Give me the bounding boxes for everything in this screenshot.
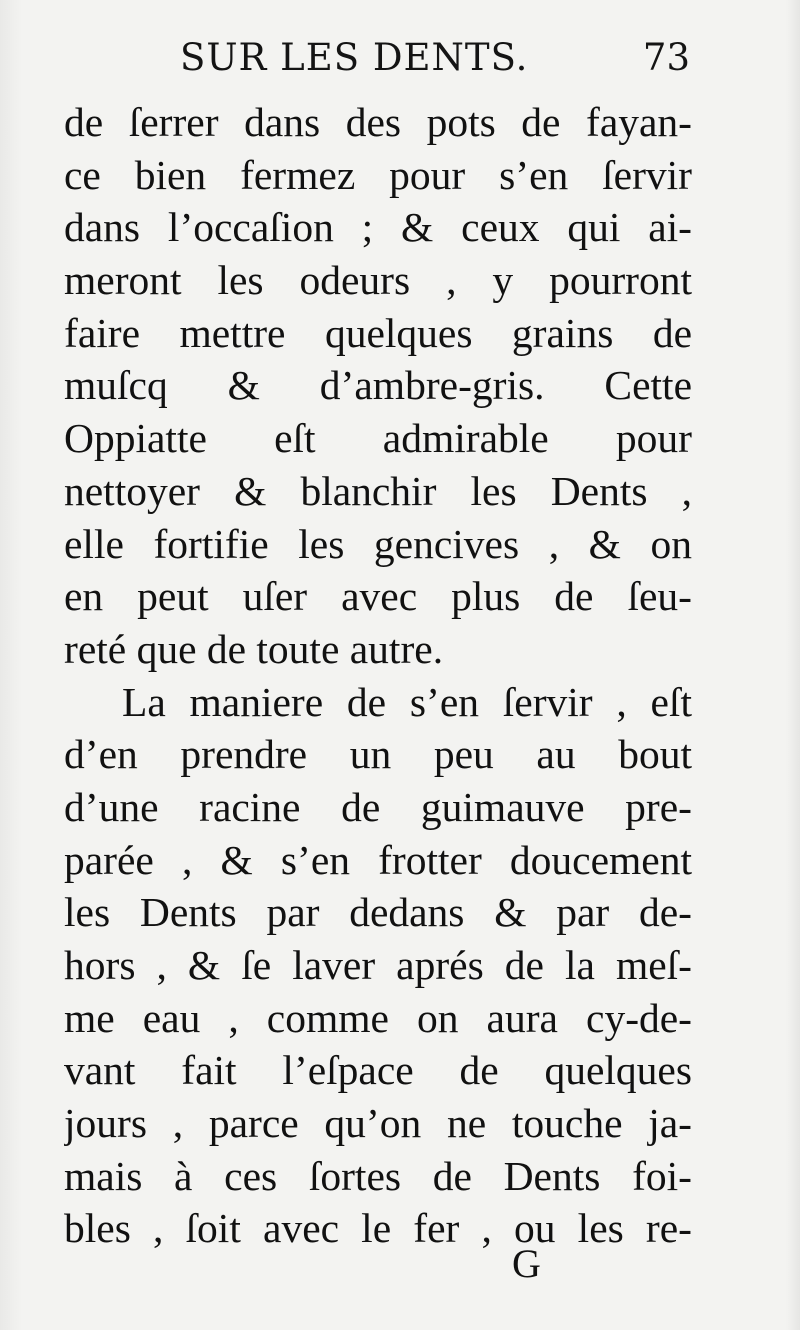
signature-mark: G — [512, 1241, 541, 1286]
text-line: La maniere de s’en ſervir , eſt — [122, 678, 692, 725]
text-line: muſcq & d’ambre-gris. Cette — [64, 362, 692, 409]
text-line: nettoyer & blanchir les Dents , — [64, 467, 692, 514]
text-line: parée , & s’en frotter doucement — [64, 836, 692, 883]
text-line: les Dents par dedans & par de- — [64, 889, 692, 936]
text-line: me eau , comme on aura cy-de- — [64, 994, 692, 1041]
body-text — [64, 96, 692, 1255]
running-head-title: SUR LES DENTS. — [180, 36, 529, 79]
text-line: dans l’occaſion ; & ceux qui ai- — [64, 204, 692, 251]
text-line: d’en prendre un peu au bout — [64, 731, 692, 778]
text-line: elle fortifie les gencives , & on — [64, 520, 692, 567]
text-line: bles , ſoit avec le fer , ou les re- — [64, 1205, 692, 1252]
text-line: mais à ces ſortes de Dents foi- — [64, 1152, 692, 1199]
text-line: meront les odeurs , y pourront — [64, 257, 692, 304]
text-line: vant fait l’eſpace de quelques — [64, 1047, 692, 1094]
text-line: faire mettre quelques grains de — [64, 309, 692, 356]
text-line: reté que de toute autre. — [64, 625, 444, 672]
text-line: d’une racine de guimauve pre- — [64, 783, 692, 830]
text-line: hors , & ſe laver aprés de la meſ- — [64, 942, 692, 988]
text-line: ce bien fermez pour s’en ſervir — [64, 151, 692, 198]
text-line: en peut uſer avec plus de ſeu- — [64, 573, 692, 620]
running-head — [180, 36, 700, 88]
text-line: de ſerrer dans des pots de fayan- — [64, 99, 692, 145]
text-line: Oppiatte eſt admirable pour — [64, 415, 692, 462]
text-line: jours , parce qu’on ne touche ja- — [64, 1100, 692, 1147]
page-number: 73 — [642, 36, 690, 79]
